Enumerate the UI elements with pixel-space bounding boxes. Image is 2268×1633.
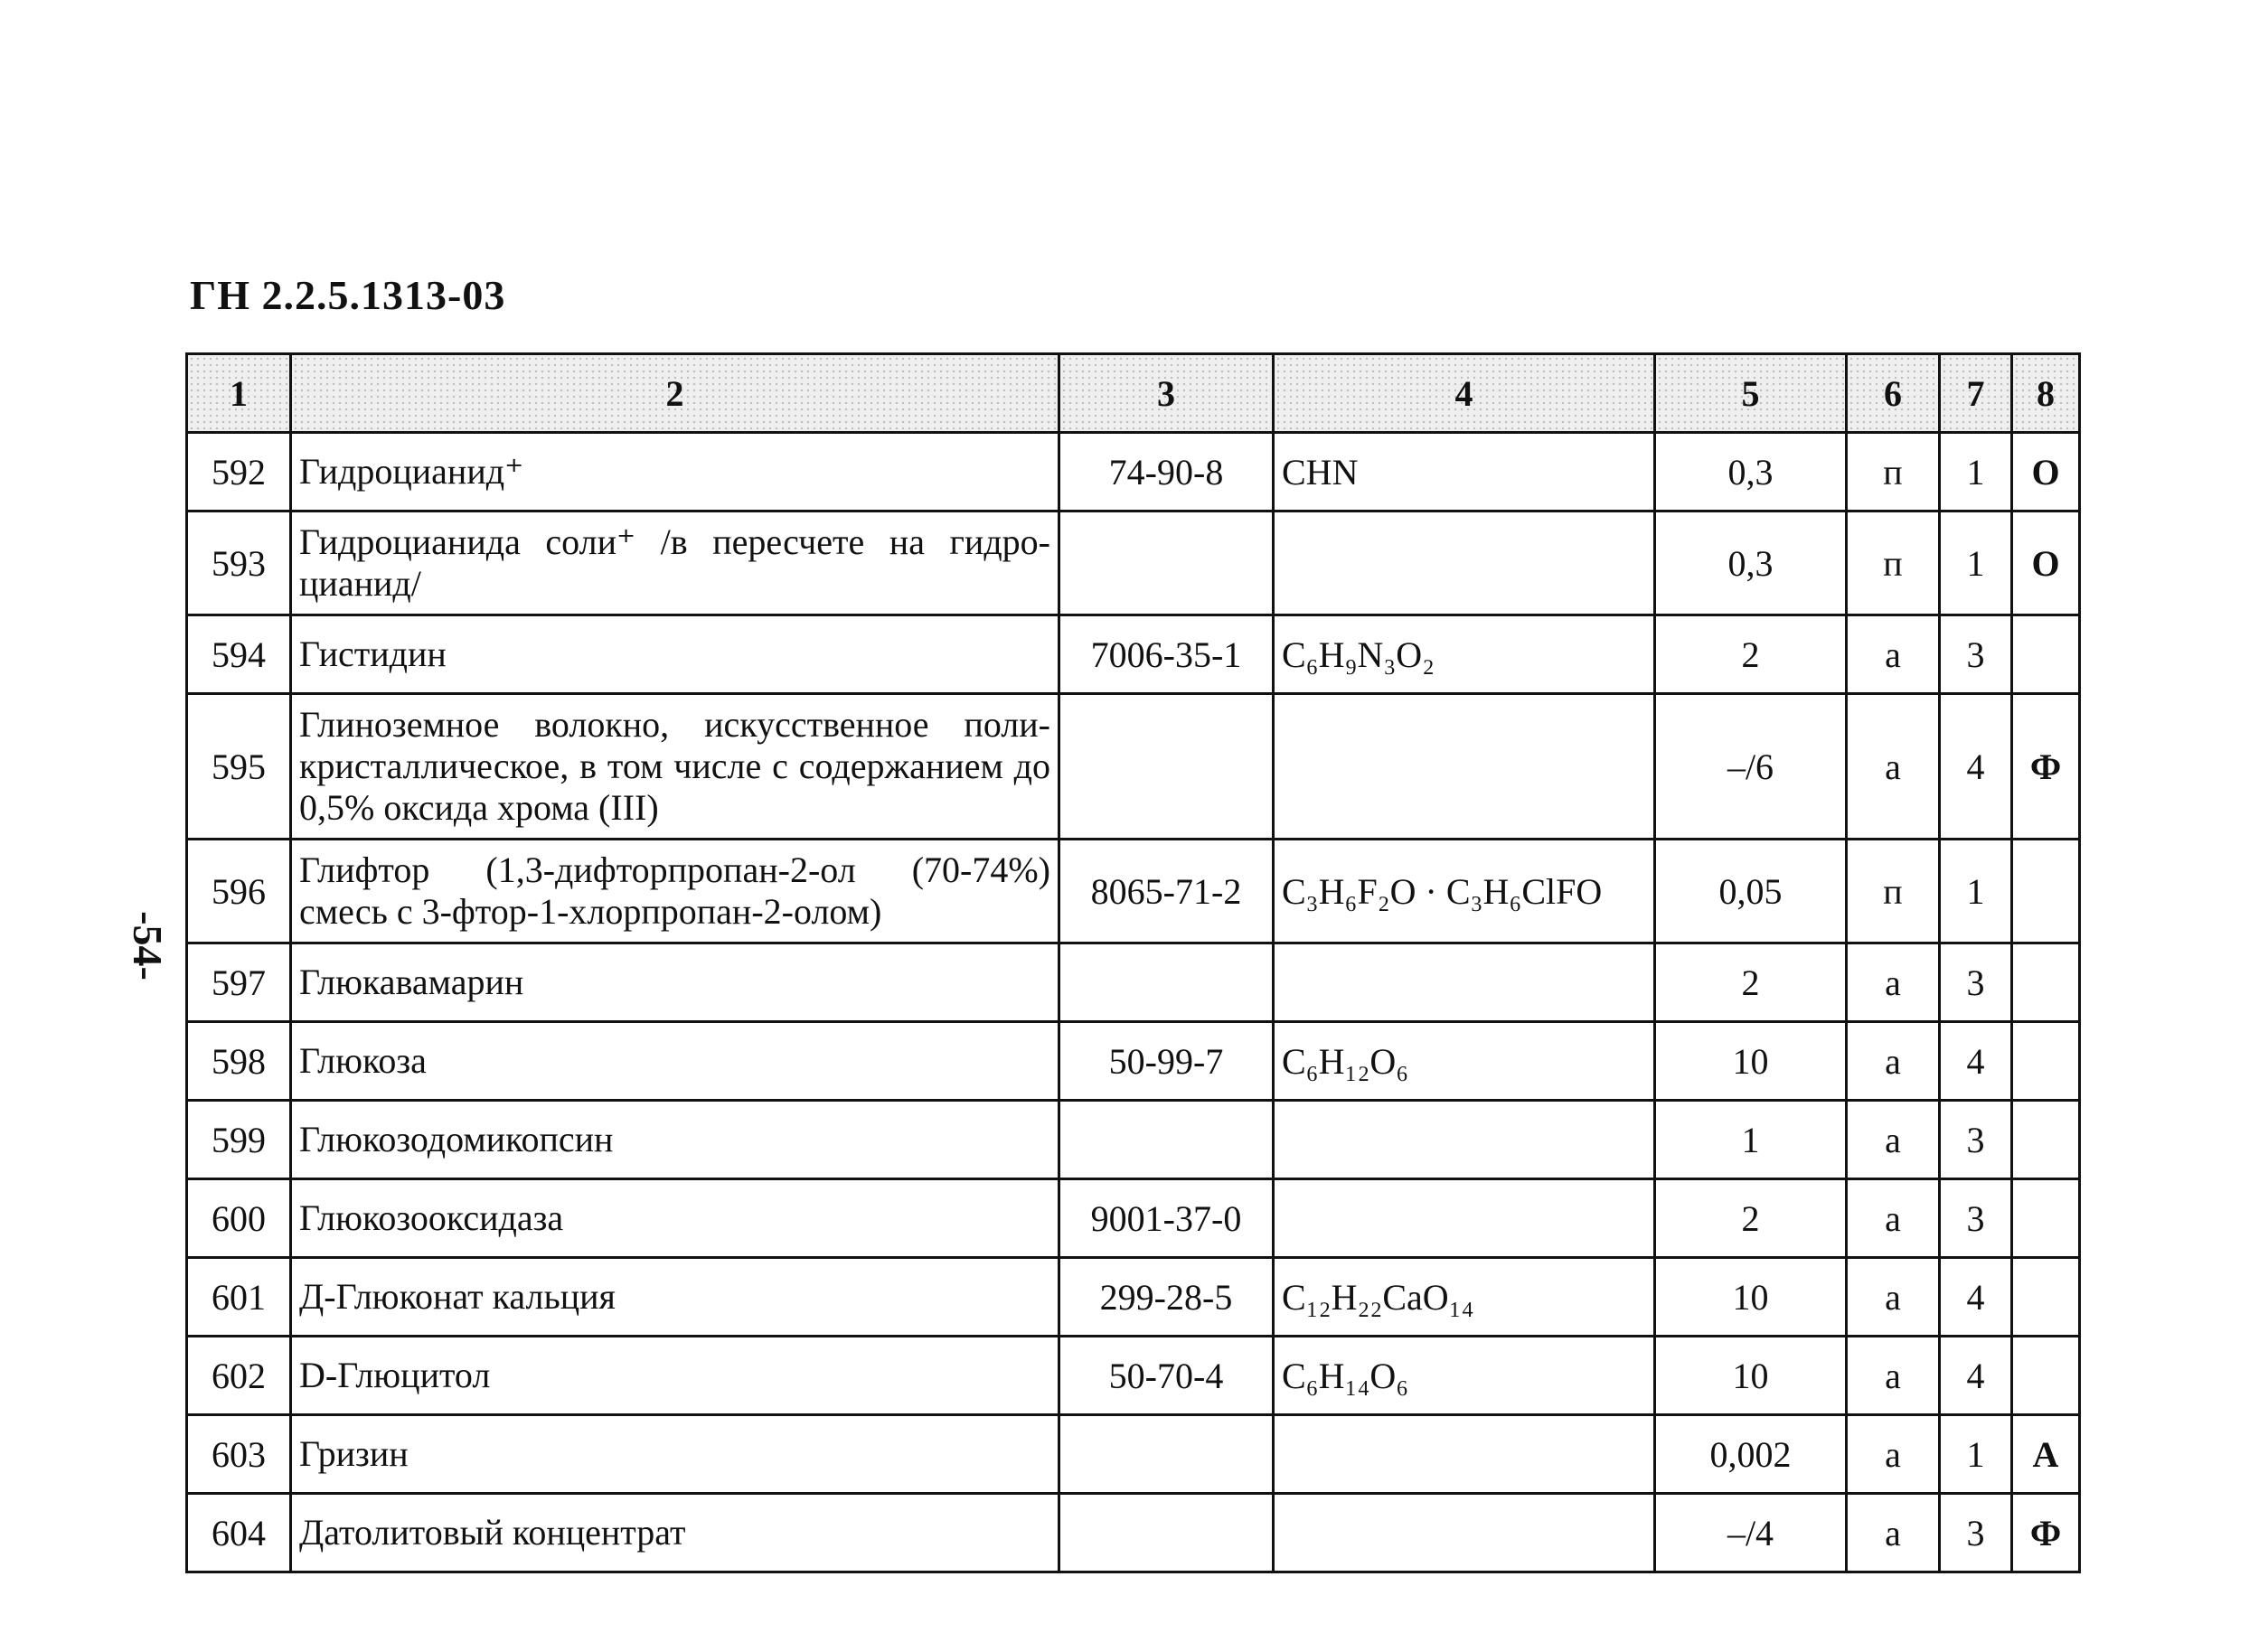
substance-name: Глюкоза [291,1022,1059,1101]
table-row [187,943,2080,1022]
cas-number: 50-99-7 [1059,1022,1274,1101]
table-row [187,1101,2080,1179]
cas-number [1059,943,1274,1022]
cas-number [1059,694,1274,840]
aggregate-state: а [1847,1258,1940,1337]
row-number: 602 [187,1337,291,1415]
note: О [2012,433,2080,511]
row-number: 598 [187,1022,291,1101]
cas-number: 299-28-5 [1059,1258,1274,1337]
aggregate-state: п [1847,511,1940,615]
formula: C₆H₉N₃O₂ [1274,615,1655,694]
note [2012,1101,2080,1179]
cas-number: 50-70-4 [1059,1337,1274,1415]
row-number: 599 [187,1101,291,1179]
table-row [187,1258,2080,1337]
substance-name: Гризин [291,1415,1059,1494]
limit-value: –/6 [1655,694,1847,840]
cas-number: 8065-71-2 [1059,840,1274,943]
row-number: 600 [187,1179,291,1258]
limit-value: 0,05 [1655,840,1847,943]
substance-name: Глюкозооксидаза [291,1179,1059,1258]
table-row [187,694,2080,840]
row-number: 603 [187,1415,291,1494]
row-number: 601 [187,1258,291,1337]
table-row [187,1494,2080,1572]
cas-number: 9001-37-0 [1059,1179,1274,1258]
formula [1274,1101,1655,1179]
limit-value: 2 [1655,943,1847,1022]
cas-number [1059,1101,1274,1179]
substance-name: Глюкавамарин [291,943,1059,1022]
column-header: 8 [2012,354,2080,433]
substance-name: Гидроцианида соли⁺ /в пересчете на гидро-цианид/ [291,511,1059,615]
aggregate-state: а [1847,1022,1940,1101]
limit-value: 2 [1655,1179,1847,1258]
aggregate-state: а [1847,1494,1940,1572]
substance-name: Глюкозодомикопсин [291,1101,1059,1179]
substance-name: Гистидин [291,615,1059,694]
formula: C₆H₁₂O₆ [1274,1022,1655,1101]
aggregate-state: а [1847,1179,1940,1258]
limit-value: 10 [1655,1258,1847,1337]
column-header: 5 [1655,354,1847,433]
cas-number: 74-90-8 [1059,433,1274,511]
hazard-class: 3 [1940,943,2012,1022]
limit-value: 1 [1655,1101,1847,1179]
formula [1274,1494,1655,1572]
limit-value: 0,3 [1655,511,1847,615]
cas-number: 7006-35-1 [1059,615,1274,694]
note [2012,1179,2080,1258]
hazard-class: 4 [1940,1258,2012,1337]
note: А [2012,1415,2080,1494]
formula: C₆H₁₄O₆ [1274,1337,1655,1415]
row-number: 597 [187,943,291,1022]
note [2012,1258,2080,1337]
aggregate-state: п [1847,840,1940,943]
cas-number [1059,1494,1274,1572]
cas-number [1059,1415,1274,1494]
table-row [187,511,2080,615]
formula [1274,943,1655,1022]
table-row [187,1415,2080,1494]
table-row [187,615,2080,694]
aggregate-state: а [1847,1415,1940,1494]
table-row [187,1179,2080,1258]
aggregate-state: а [1847,1101,1940,1179]
row-number: 592 [187,433,291,511]
row-number: 594 [187,615,291,694]
page-number: -54- [124,911,171,981]
substance-name: D-Глюцитол [291,1337,1059,1415]
hazard-class: 4 [1940,1022,2012,1101]
column-header: 3 [1059,354,1274,433]
document-code: ГН 2.2.5.1313-03 [190,272,506,318]
hazard-class: 3 [1940,1179,2012,1258]
formula: C₁₂H₂₂CaO₁₄ [1274,1258,1655,1337]
limit-value: 10 [1655,1022,1847,1101]
note [2012,840,2080,943]
row-number: 595 [187,694,291,840]
limit-value: 2 [1655,615,1847,694]
note [2012,1022,2080,1101]
note [2012,615,2080,694]
limit-value: –/4 [1655,1494,1847,1572]
column-header: 2 [291,354,1059,433]
column-header: 6 [1847,354,1940,433]
aggregate-state: а [1847,1337,1940,1415]
limit-value: 10 [1655,1337,1847,1415]
column-header: 1 [187,354,291,433]
aggregate-state: а [1847,943,1940,1022]
table-row [187,433,2080,511]
limit-value: 0,002 [1655,1415,1847,1494]
hazard-class: 4 [1940,1337,2012,1415]
formula [1274,1415,1655,1494]
column-header: 7 [1940,354,2012,433]
aggregate-state: п [1847,433,1940,511]
hazard-class: 4 [1940,694,2012,840]
row-number: 604 [187,1494,291,1572]
formula [1274,511,1655,615]
formula: CHN [1274,433,1655,511]
hazard-class: 1 [1940,840,2012,943]
aggregate-state: а [1847,615,1940,694]
hazard-class: 1 [1940,1415,2012,1494]
substance-name: Глиноземное волокно, искусственное поли-кристаллическое, в том числе с содержанием до 0,5% оксида хрома (III) [291,694,1059,840]
limit-value: 0,3 [1655,433,1847,511]
hazard-class: 3 [1940,615,2012,694]
substances-table [185,352,2081,1573]
formula: C₃H₆F₂O · C₃H₆ClFO [1274,840,1655,943]
hazard-class: 3 [1940,1101,2012,1179]
note [2012,943,2080,1022]
substance-name: Глифтор (1,3-дифторпропан-2-ол (70-74%) смесь с 3-фтор-1-хлорпропан-2-олом) [291,840,1059,943]
note [2012,1337,2080,1415]
aggregate-state: а [1847,694,1940,840]
note: Ф [2012,1494,2080,1572]
substance-name: Датолитовый концентрат [291,1494,1059,1572]
formula [1274,1179,1655,1258]
hazard-class: 3 [1940,1494,2012,1572]
table-row [187,1337,2080,1415]
note: Ф [2012,694,2080,840]
hazard-class: 1 [1940,433,2012,511]
row-number: 593 [187,511,291,615]
hazard-class: 1 [1940,511,2012,615]
table-row [187,1022,2080,1101]
cas-number [1059,511,1274,615]
substance-name: Д-Глюконат кальция [291,1258,1059,1337]
substance-name: Гидроцианид⁺ [291,433,1059,511]
formula [1274,694,1655,840]
header-row [187,354,2080,433]
row-number: 596 [187,840,291,943]
note: О [2012,511,2080,615]
column-header: 4 [1274,354,1655,433]
table-row [187,840,2080,943]
